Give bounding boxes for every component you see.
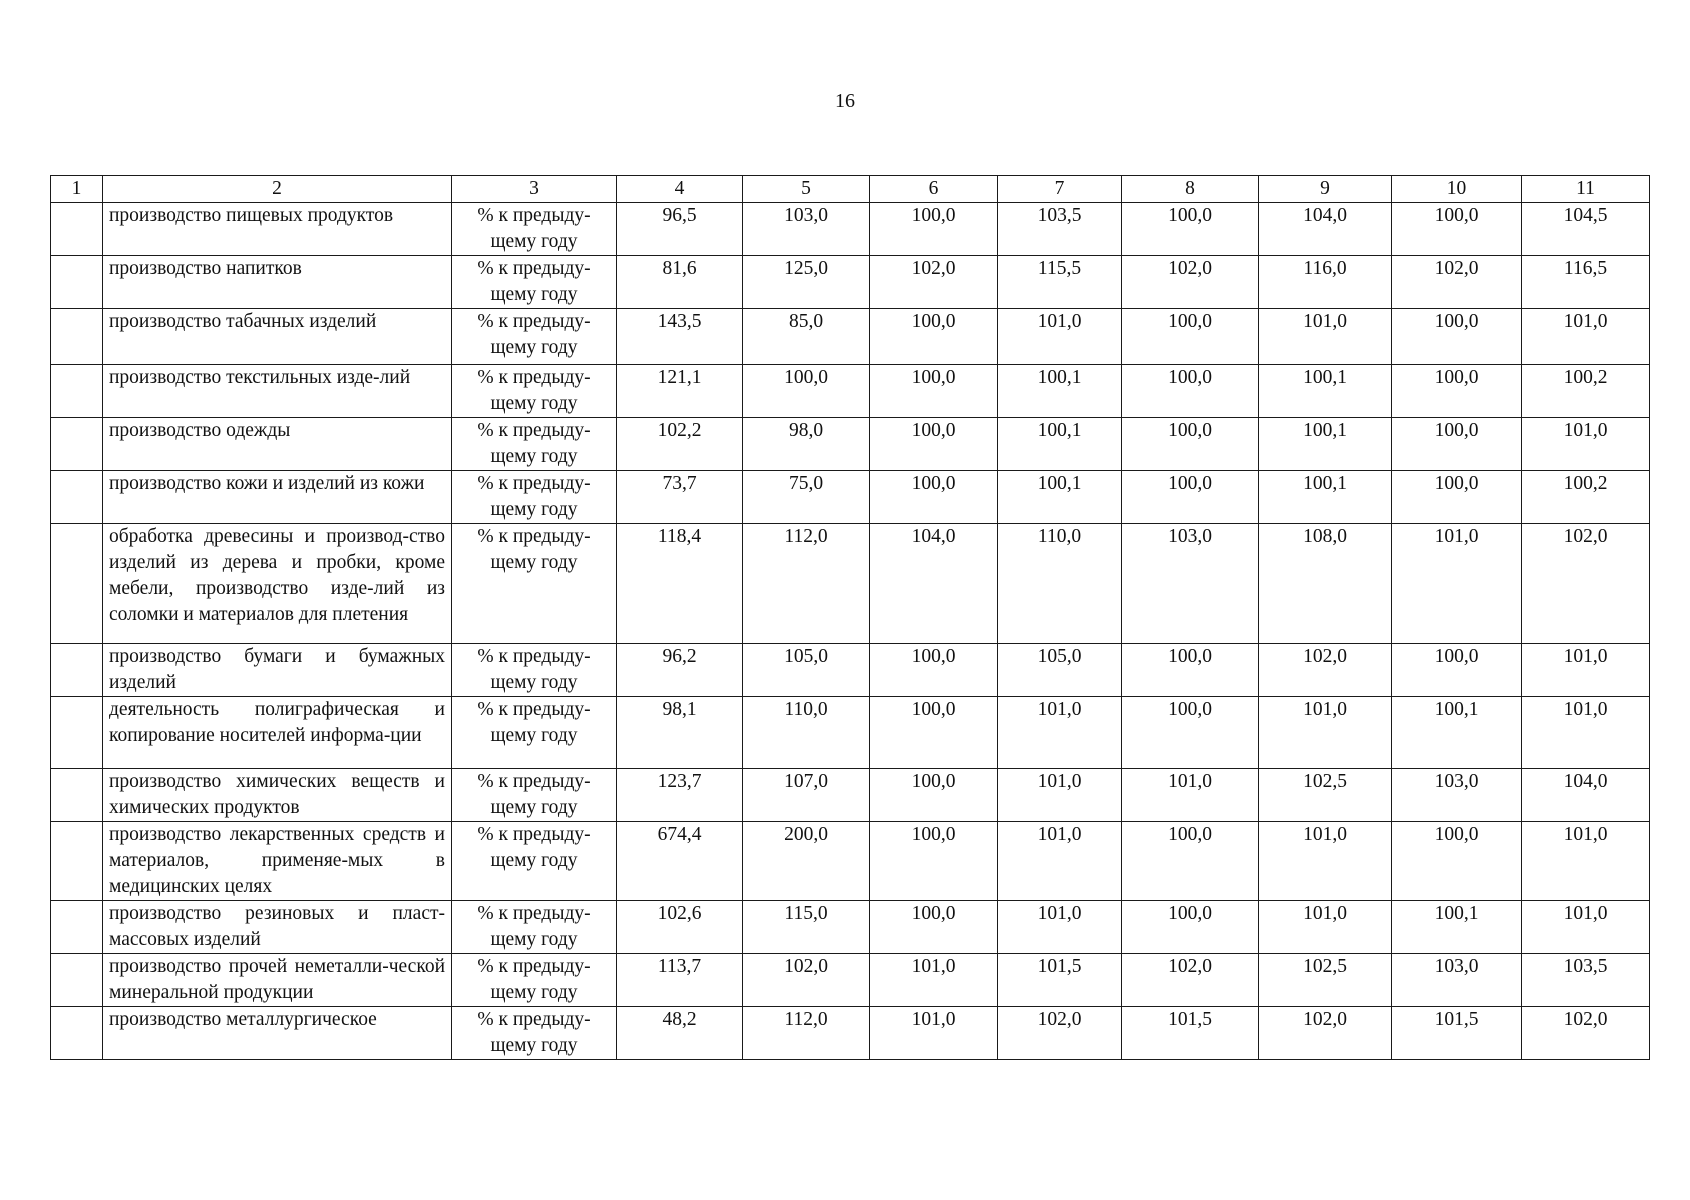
column-number-cell: 4 [617,176,743,203]
indicator-name-cell: обработка древесины и производ-ство изделий из дерева и пробки, кроме мебели, производство изде-лий из соломки и материалов для плетения [103,524,452,644]
value-cell: 102,6 [617,901,743,954]
value-cell: 100,0 [870,471,998,524]
indicator-name-cell: производство химических веществ и химических продуктов [103,769,452,822]
value-cell: 100,0 [1122,418,1259,471]
value-cell: 100,0 [870,769,998,822]
value-cell: 100,1 [998,418,1122,471]
value-cell: 112,0 [743,1007,870,1060]
column-number-cell: 9 [1259,176,1392,203]
row-number-cell [51,471,103,524]
value-cell: 101,0 [998,697,1122,769]
value-cell: 200,0 [743,822,870,901]
value-cell: 101,0 [1259,901,1392,954]
value-cell: 110,0 [998,524,1122,644]
value-cell: 73,7 [617,471,743,524]
row-number-cell [51,822,103,901]
value-cell: 101,0 [998,822,1122,901]
column-number-cell: 1 [51,176,103,203]
indicator-name-cell: производство металлургическое [103,1007,452,1060]
value-cell: 75,0 [743,471,870,524]
indicator-name-cell: производство резиновых и пласт-массовых изделий [103,901,452,954]
value-cell: 100,0 [1122,365,1259,418]
value-cell: 125,0 [743,256,870,309]
value-cell: 118,4 [617,524,743,644]
value-cell: 101,5 [998,954,1122,1007]
value-cell: 115,5 [998,256,1122,309]
table-row [51,697,1650,769]
value-cell: 96,5 [617,203,743,256]
value-cell: 100,1 [998,471,1122,524]
value-cell: 674,4 [617,822,743,901]
value-cell: 100,0 [870,418,998,471]
value-cell: 102,0 [1259,1007,1392,1060]
row-number-cell [51,954,103,1007]
table-row [51,365,1650,418]
row-number-cell [51,901,103,954]
value-cell: 104,5 [1522,203,1650,256]
indicator-name-cell: производство табачных изделий [103,309,452,365]
row-number-cell [51,697,103,769]
value-cell: 100,0 [1392,471,1522,524]
value-cell: 100,1 [1259,418,1392,471]
unit-cell: % к предыду-щему году [452,644,617,697]
table-row [51,524,1650,644]
value-cell: 108,0 [1259,524,1392,644]
unit-cell: % к предыду-щему году [452,524,617,644]
column-number-cell: 11 [1522,176,1650,203]
value-cell: 102,2 [617,418,743,471]
value-cell: 100,1 [1392,697,1522,769]
unit-cell: % к предыду-щему году [452,256,617,309]
indicator-name-cell: производство текстильных изде-лий [103,365,452,418]
value-cell: 100,1 [998,365,1122,418]
table-row [51,256,1650,309]
value-cell: 101,0 [998,769,1122,822]
value-cell: 102,0 [1392,256,1522,309]
value-cell: 121,1 [617,365,743,418]
value-cell: 101,0 [1522,822,1650,901]
value-cell: 107,0 [743,769,870,822]
column-number-cell: 6 [870,176,998,203]
row-number-cell [51,256,103,309]
table-row [51,644,1650,697]
value-cell: 48,2 [617,1007,743,1060]
value-cell: 102,0 [1522,524,1650,644]
value-cell: 100,0 [1122,309,1259,365]
value-cell: 101,0 [1522,901,1650,954]
value-cell: 101,0 [1259,697,1392,769]
table-row [51,769,1650,822]
value-cell: 100,2 [1522,471,1650,524]
value-cell: 85,0 [743,309,870,365]
value-cell: 100,0 [743,365,870,418]
value-cell: 100,0 [1392,418,1522,471]
column-number-cell: 5 [743,176,870,203]
value-cell: 100,0 [1122,644,1259,697]
value-cell: 102,0 [1259,644,1392,697]
value-cell: 100,0 [1392,822,1522,901]
value-cell: 100,1 [1259,471,1392,524]
value-cell: 104,0 [870,524,998,644]
value-cell: 105,0 [998,644,1122,697]
value-cell: 101,0 [870,954,998,1007]
value-cell: 100,0 [870,697,998,769]
indicator-name-cell: производство пищевых продуктов [103,203,452,256]
value-cell: 101,0 [1522,644,1650,697]
row-number-cell [51,203,103,256]
value-cell: 101,5 [1392,1007,1522,1060]
table-row [51,822,1650,901]
value-cell: 102,0 [743,954,870,1007]
indicator-name-cell: производство бумаги и бумажных изделий [103,644,452,697]
value-cell: 100,0 [1122,822,1259,901]
unit-cell: % к предыду-щему году [452,203,617,256]
value-cell: 115,0 [743,901,870,954]
unit-cell: % к предыду-щему году [452,365,617,418]
table-row [51,309,1650,365]
indicator-name-cell: деятельность полиграфическая и копирование носителей информа-ции [103,697,452,769]
value-cell: 100,0 [1122,203,1259,256]
unit-cell: % к предыду-щему году [452,418,617,471]
value-cell: 101,0 [870,1007,998,1060]
value-cell: 100,0 [1392,203,1522,256]
column-number-cell: 10 [1392,176,1522,203]
indicator-name-cell: производство напитков [103,256,452,309]
value-cell: 81,6 [617,256,743,309]
value-cell: 100,0 [870,901,998,954]
value-cell: 112,0 [743,524,870,644]
row-number-cell [51,309,103,365]
value-cell: 101,5 [1122,1007,1259,1060]
table-row [51,901,1650,954]
unit-cell: % к предыду-щему году [452,822,617,901]
value-cell: 103,0 [1392,954,1522,1007]
value-cell: 103,0 [1392,769,1522,822]
row-number-cell [51,644,103,697]
value-cell: 123,7 [617,769,743,822]
page-number: 16 [835,90,855,112]
value-cell: 100,1 [1259,365,1392,418]
value-cell: 102,0 [870,256,998,309]
row-number-cell [51,524,103,644]
unit-cell: % к предыду-щему году [452,697,617,769]
value-cell: 101,0 [1122,769,1259,822]
value-cell: 101,0 [998,901,1122,954]
indicator-name-cell: производство лекарственных средств и материалов, применяе-мых в медицинских целях [103,822,452,901]
value-cell: 100,0 [870,203,998,256]
value-cell: 101,0 [1259,309,1392,365]
value-cell: 100,0 [1392,644,1522,697]
value-cell: 143,5 [617,309,743,365]
value-cell: 100,0 [1392,365,1522,418]
value-cell: 101,0 [998,309,1122,365]
value-cell: 102,0 [998,1007,1122,1060]
value-cell: 101,0 [1259,822,1392,901]
value-cell: 101,0 [1522,697,1650,769]
value-cell: 100,0 [870,309,998,365]
value-cell: 100,0 [870,644,998,697]
indicator-name-cell: производство одежды [103,418,452,471]
value-cell: 96,2 [617,644,743,697]
value-cell: 101,0 [1522,418,1650,471]
value-cell: 110,0 [743,697,870,769]
value-cell: 103,0 [743,203,870,256]
value-cell: 113,7 [617,954,743,1007]
value-cell: 100,0 [1122,901,1259,954]
row-number-cell [51,418,103,471]
column-number-cell: 8 [1122,176,1259,203]
unit-cell: % к предыду-щему году [452,471,617,524]
table-row [51,418,1650,471]
indicator-name-cell: производство кожи и изделий из кожи [103,471,452,524]
value-cell: 102,0 [1522,1007,1650,1060]
unit-cell: % к предыду-щему году [452,309,617,365]
value-cell: 100,1 [1392,901,1522,954]
value-cell: 104,0 [1259,203,1392,256]
value-cell: 100,0 [1122,471,1259,524]
indicator-table [50,175,1650,1060]
value-cell: 100,0 [1392,309,1522,365]
column-number-row [51,176,1650,203]
row-number-cell [51,365,103,418]
value-cell: 100,0 [870,822,998,901]
unit-cell: % к предыду-щему году [452,901,617,954]
indicator-name-cell: производство прочей неметалли-ческой минеральной продукции [103,954,452,1007]
value-cell: 103,0 [1122,524,1259,644]
value-cell: 116,5 [1522,256,1650,309]
table-body [51,176,1650,1060]
row-number-cell [51,769,103,822]
table-row [51,1007,1650,1060]
value-cell: 101,0 [1392,524,1522,644]
value-cell: 98,0 [743,418,870,471]
value-cell: 100,0 [1122,697,1259,769]
value-cell: 103,5 [1522,954,1650,1007]
value-cell: 100,0 [870,365,998,418]
value-cell: 104,0 [1522,769,1650,822]
value-cell: 102,5 [1259,954,1392,1007]
column-number-cell: 3 [452,176,617,203]
column-number-cell: 7 [998,176,1122,203]
value-cell: 101,0 [1522,309,1650,365]
column-number-cell: 2 [103,176,452,203]
unit-cell: % к предыду-щему году [452,1007,617,1060]
value-cell: 102,0 [1122,256,1259,309]
value-cell: 98,1 [617,697,743,769]
value-cell: 100,2 [1522,365,1650,418]
table-row [51,471,1650,524]
value-cell: 102,0 [1122,954,1259,1007]
unit-cell: % к предыду-щему году [452,954,617,1007]
table-row [51,203,1650,256]
table-row [51,954,1650,1007]
value-cell: 102,5 [1259,769,1392,822]
value-cell: 103,5 [998,203,1122,256]
unit-cell: % к предыду-щему году [452,769,617,822]
row-number-cell [51,1007,103,1060]
value-cell: 116,0 [1259,256,1392,309]
value-cell: 105,0 [743,644,870,697]
